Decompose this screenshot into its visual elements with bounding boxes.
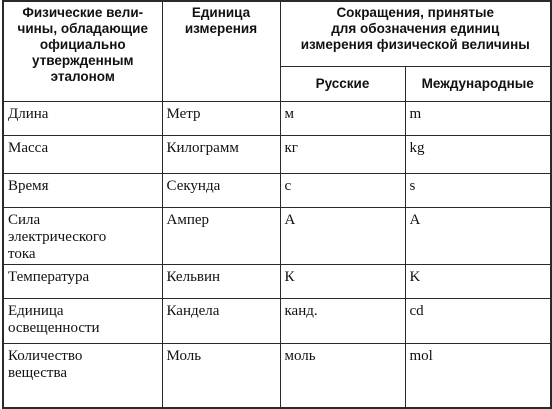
cell-russian: кг	[280, 135, 405, 173]
table-row	[3, 135, 551, 173]
cell-international: kg	[405, 135, 551, 173]
cell-unit: Метр	[162, 101, 280, 135]
header-unit: Единица измерения	[162, 1, 280, 101]
cell-unit: Моль	[162, 343, 280, 408]
table-row	[3, 343, 551, 408]
cell-quantity: Количество вещества	[3, 343, 162, 408]
cell-international: K	[405, 264, 551, 298]
cell-international: m	[405, 101, 551, 135]
cell-quantity: Масса	[3, 135, 162, 173]
header-international: Международные	[405, 66, 551, 101]
cell-unit: Кельвин	[162, 264, 280, 298]
cell-quantity: Единица освещенности	[3, 298, 162, 343]
table-row	[3, 298, 551, 343]
table-row	[3, 101, 551, 135]
cell-unit: Секунда	[162, 173, 280, 207]
cell-quantity: Время	[3, 173, 162, 207]
table-row	[3, 207, 551, 264]
cell-international: A	[405, 207, 551, 264]
cell-unit: Кандела	[162, 298, 280, 343]
header-abbreviations: Сокращения, принятые для обозначения единиц измерения физической величины	[280, 1, 551, 66]
cell-russian: А	[280, 207, 405, 264]
table-row	[3, 264, 551, 298]
cell-russian: м	[280, 101, 405, 135]
table-header-row	[3, 1, 551, 66]
cell-international: mol	[405, 343, 551, 408]
cell-international: s	[405, 173, 551, 207]
table-row	[3, 173, 551, 207]
cell-quantity: Длина	[3, 101, 162, 135]
si-units-table	[2, 0, 552, 409]
header-russian: Русские	[280, 66, 405, 101]
cell-international: cd	[405, 298, 551, 343]
cell-russian: К	[280, 264, 405, 298]
cell-russian: с	[280, 173, 405, 207]
cell-unit: Килограмм	[162, 135, 280, 173]
cell-quantity: Сила электрического тока	[3, 207, 162, 264]
cell-russian: канд.	[280, 298, 405, 343]
cell-quantity: Температура	[3, 264, 162, 298]
header-quantity: Физические вели- чины, обладающие официально утвержденным эталоном	[3, 1, 162, 101]
cell-unit: Ампер	[162, 207, 280, 264]
cell-russian: моль	[280, 343, 405, 408]
